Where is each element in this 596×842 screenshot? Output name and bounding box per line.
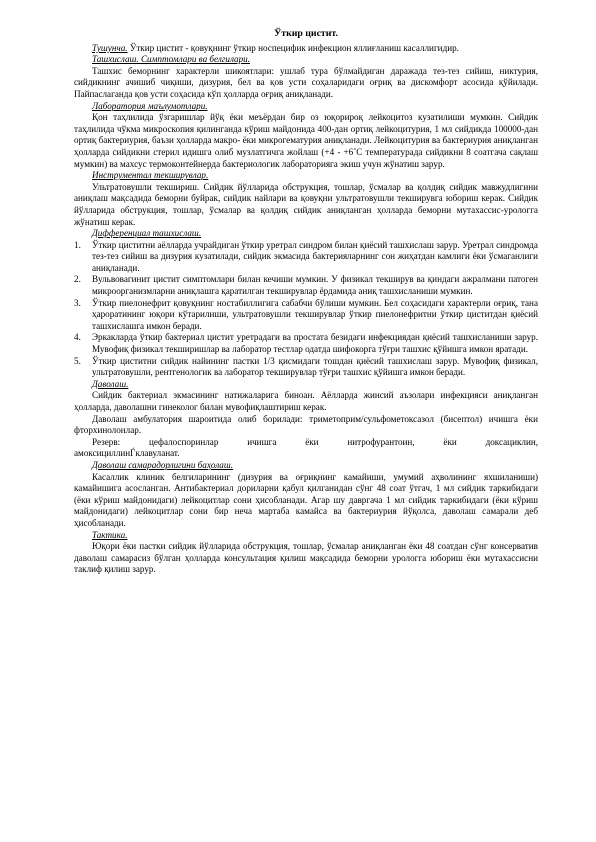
list-item — [74, 356, 538, 379]
list-item-text: Ўткир циститни сийдик найининг пастки 1/3 қисмидаги тошдан қиёсий ташхислаш зарур. Мувофиқ физикал, ультратовушли, рентгенологик ва лаборатор текширувлар тўғри ташхис қўйишга имкон беради. — [92, 355, 538, 378]
symptoms-paragraph: Ташхис беморнинг характерли шикоятлари: ушлаб тура бўлмайдиган даражада тез-тез сийиш, никтурия, сийдикнинг ачишиб чиқиши, дизурия, бел ва қов усти соҳаларидаги оғриқ ва дискомфорт асосида қўйилади. Пайпаслаганда қов усти соҳасида кўп ҳолларда оғриқ аниқланади. — [74, 65, 538, 99]
list-item — [74, 240, 538, 275]
evaluation-heading: Даволаш самарадорлигини баҳолаш. — [92, 459, 234, 470]
list-item-text: Ўткир пиелонефрит қовуқнинг ностабиллигига сабабчи бўлиши мумкин. Бел соҳасидаги характерли оғриқ, тана ҳароратининг юқори кўтарилиши, ультратовушли текширувлар ўткир пиелонефритни ўткир циститдан қиёсий ташхислашга имкон беради. — [92, 297, 538, 331]
list-item — [74, 298, 538, 333]
symptoms-heading: Ташхислаш. Симптомлари ва белгилари. — [92, 54, 250, 65]
list-item-number: 3. — [74, 297, 81, 308]
treatment-paragraph-2: Даволаш амбулатория шароитида олиб борилади: триметоприм/сульфометоксазол (бисептол) ичишга ёки фторхинолонлар. — [74, 413, 538, 436]
page-title: Ўткир цистит. — [274, 28, 338, 39]
list-item-number: 1. — [74, 239, 81, 250]
treatment-paragraph-1: Сийдик бактериал экмасининг натижаларига биноан. Аёлларда жинсий аъзолари инфекцияси аниқланган ҳолларда, даволашни гинеколог билан мувофиқлаштириш керак. — [74, 390, 538, 412]
list-item — [74, 274, 538, 297]
tactics-paragraph: Юқори ёки пастки сийдик йўлларида обструкция, тошлар, ўсмалар аниқланган ёки 48 соатдан сўнг консерватив даволаш самарасиз бўлган ҳолларда консультация қилиш мақсадида беморни урологга юбориш ёки мутахассисни таклиф қилиш зарур. — [74, 541, 538, 575]
instrumental-paragraph: Ультратовушли текшириш. Сийдик йўлларида обструкция, тошлар, ўсмалар ва қолдиқ сийдик мавжудлигини аниқлаш мақсадида беморни буйрак, сийдик найлари ва қовуқни ультратовушли текширувга юбориш керак. Сийдик йўлларида обструкция, тошлар, ўсмалар ва қолдиқ сийдик аниқланган ҳолларда беморни мутахассис-урологга жўнатиш керак. — [74, 181, 538, 227]
lab-heading: Лаборатория маълумотлари. — [92, 100, 208, 111]
list-item-text: Вульвовагинит цистит симптомлари билан кечиши мумкин. У физикал текширув ва қиндаги ажралмани патоген микроорганизмларни аниқлашга қаратилган текширувлар ёрдамида аниқ ташхисланиши мумкин. — [92, 274, 538, 297]
definition-label: Тушунча. — [92, 42, 128, 53]
list-item-number: 5. — [74, 355, 81, 366]
differential-list — [74, 240, 538, 379]
treatment-heading: Даволаш. — [92, 378, 129, 389]
list-item-number: 4. — [74, 332, 81, 343]
list-item-text: Ўткир циститни аёлларда учрайдиган ўткир уретрал синдром билан қиёсий ташхислаш зарур. Уретрал синдромда тез-тез сийиш ва дизурия кузатилади, сийдик экмасида бактерияларнинг сон жиҳатдан камлиги ёки ўсмаганлиги аниқланади. — [92, 239, 538, 273]
instrumental-heading: Инструментал текширувлар. — [92, 170, 209, 181]
evaluation-paragraph: Касаллик клиник белгиларининг (дизурия ва оғриқнинг камайиши, умумий аҳволининг яхшиланиши) камайишига асосланган. Антибактериал дориларни қабул қилганидан сўнг 48 соат ўтгач, 1 мл сийдик таркибидаги (ёки кўриш майдонидаги) лейкоцитлар сони ҳисобланади. Агар шу давргача 1 мл сийдик таркибидаги (ёки кўриш майдонидаги) лейкоцитлар сони бир неча мартаба камайса ва бактериурия йўқолса, даволаш самарали деб ҳисобланади. — [74, 471, 538, 528]
definition-paragraph — [74, 43, 538, 55]
list-item — [74, 332, 538, 355]
list-item-text: Эркакларда ўткир бактериал цистит уретрадаги ва простата безидаги инфекциядан қиёсий ташхисланиши зарур. Мувофиқ физикал текширишлар ва лаборатор тестлар одатда шифокорга тўғри ташхис қўйишга имкон яратади. — [92, 332, 538, 355]
differential-heading: Дифференциал ташхислаш. — [92, 228, 202, 239]
tactics-heading: Тактика. — [92, 529, 128, 540]
treatment-paragraph-3a: Резерв: цефалоспоринлар ичишга ёки нитрофурантоин, ёки доксациклин, — [92, 436, 538, 447]
list-item-number: 2. — [74, 274, 81, 285]
treatment-paragraph-3b: амоксициллинЃклавуланат. — [74, 448, 180, 459]
lab-paragraph: Қон таҳлилида ўзгаришлар йўқ ёки меъёрдан бир оз юқорироқ лейкоцитоз кузатилиши мумкин. Сийдик таҳлилида чўкма микроскопия қилинганда кўриш майдонида 400-дан ортиқ лейкоцитурия, 1 мл сийдикда 100000-дан ортиқ бактериурия, баъзи ҳолларда макро- ёки микрогематурия аниқланади. Лейкоцитурия ва бактериурия аниқланган ҳолларда сийдикни стерил идишга олиб музлатгичга жойлаш (+4 - +6˚С температурада сийдикни 8 соатгача сақлаш мумкин) ва махсус термоконтейнерда бактериологик лабораторияга экиш учун жўнатиш зарур. — [74, 112, 538, 169]
definition-text: Ўткир цистит - қовуқнинг ўткир носпецифик инфекцион яллиғланиш касаллигидир. — [127, 42, 459, 53]
